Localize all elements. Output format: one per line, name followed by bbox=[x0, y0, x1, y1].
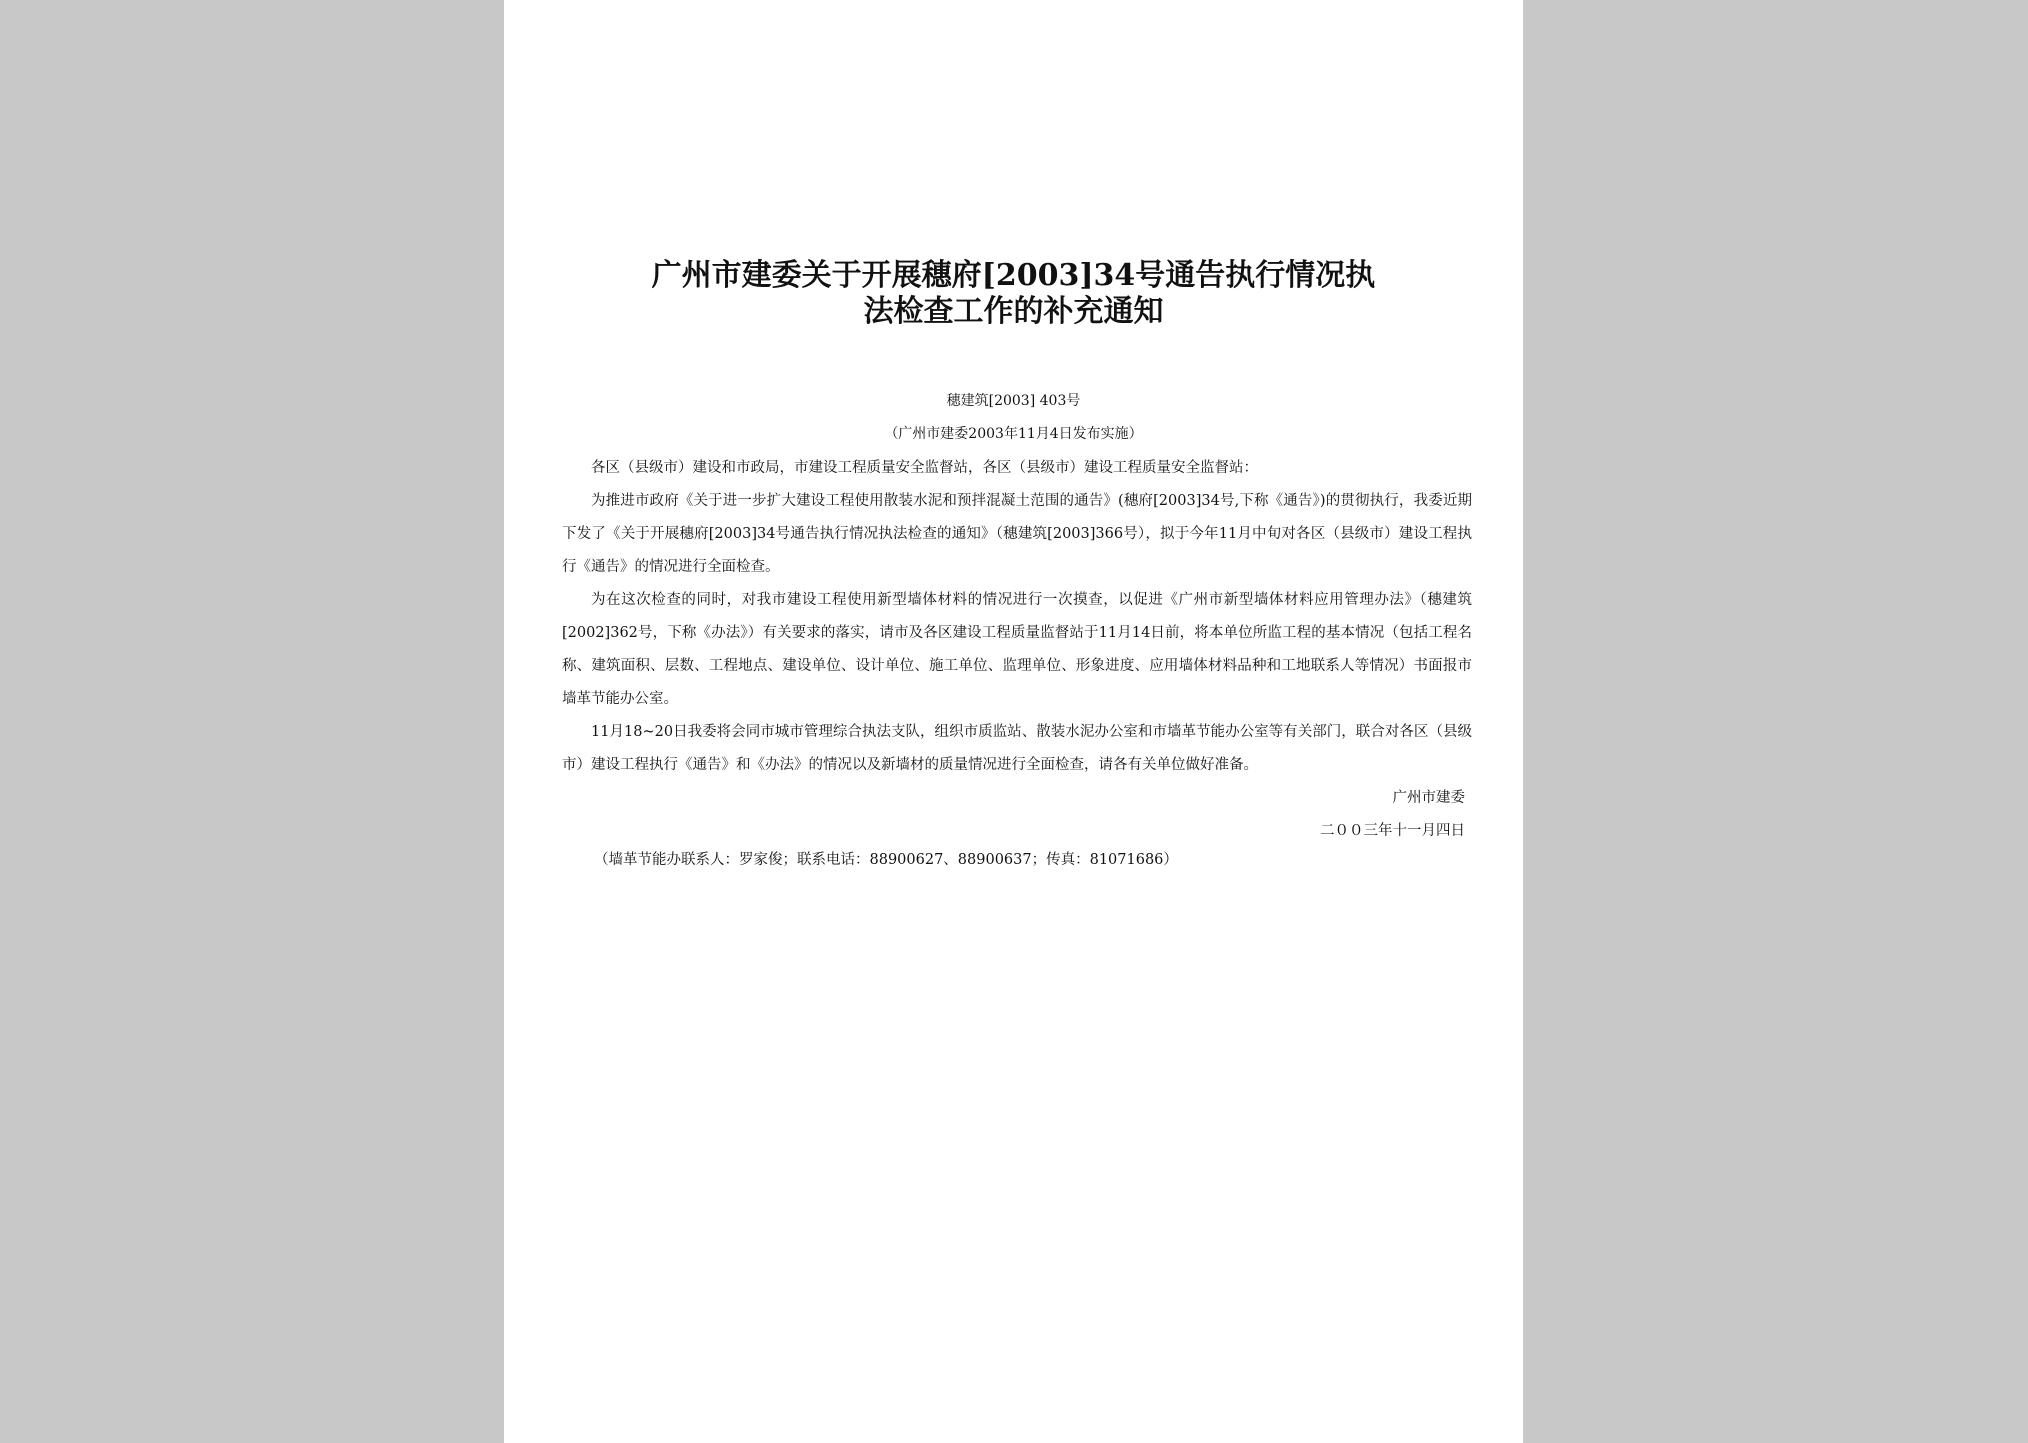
body-paragraph-addressee: 各区（县级市）建设和市政局，市建设工程质量安全监督站，各区（县级市）建设工程质量安全监督站： bbox=[591, 460, 1258, 476]
body-paragraph-3: 11月18~20日我委将会同市城市管理综合执法支队，组织市质监站、散装水泥办公室和市墙革节能办公室等有关部门，联合对各区（县级市）建设工程执行《通告》和《办法》的情况以及新墙材的质量情况进行全面检查，请各有关单位做好准备。 bbox=[562, 724, 1472, 773]
signature-organization: 广州市建委 bbox=[1392, 790, 1465, 806]
body-paragraph-2: 为在这次检查的同时，对我市建设工程使用新型墙体材料的情况进行一次摸查，以促进《广州市新型墙体材料应用管理办法》（穗建筑[2002]362号，下称《办法》）有关要求的落实，请市及各区建设工程质量监督站于11月14日前，将本单位所监工程的基本情况（包括工程名称、建筑面积、层数、工程地点、建设单位、设计单位、施工单位、监理单位、形象进度、应用墙体材料品种和工地联系人等情况）书面报市墙革节能办公室。 bbox=[562, 592, 1472, 707]
document-page bbox=[504, 0, 1523, 1443]
signature-date: 二００三年十一月四日 bbox=[1320, 823, 1465, 839]
body-paragraph-1: 为推进市政府《关于进一步扩大建设工程使用散装水泥和预拌混凝土范围的通告》(穗府[2003]34号,下称《通告》)的贯彻执行，我委近期下发了《关于开展穗府[2003]34号通告执行情况执法检查的通知》（穗建筑[2003]366号），拟于今年11月中旬对各区（县级市）建设工程执行《通告》的情况进行全面检查。 bbox=[562, 493, 1472, 575]
contact-note: （墙革节能办联系人：罗家俊；联系电话：88900627、88900637；传真：81071686） bbox=[594, 852, 1178, 868]
document-title-line-1: 广州市建委关于开展穗府[2003]34号通告执行情况执 bbox=[651, 258, 1376, 293]
document-title-line-2: 法检查工作的补充通知 bbox=[863, 294, 1164, 329]
document-issue-info: （广州市建委2003年11月4日发布实施） bbox=[884, 426, 1143, 442]
document-number: 穗建筑[2003] 403号 bbox=[946, 393, 1081, 409]
signature-block bbox=[1320, 782, 1465, 848]
document-body bbox=[562, 452, 1472, 782]
document-title bbox=[504, 258, 1523, 330]
